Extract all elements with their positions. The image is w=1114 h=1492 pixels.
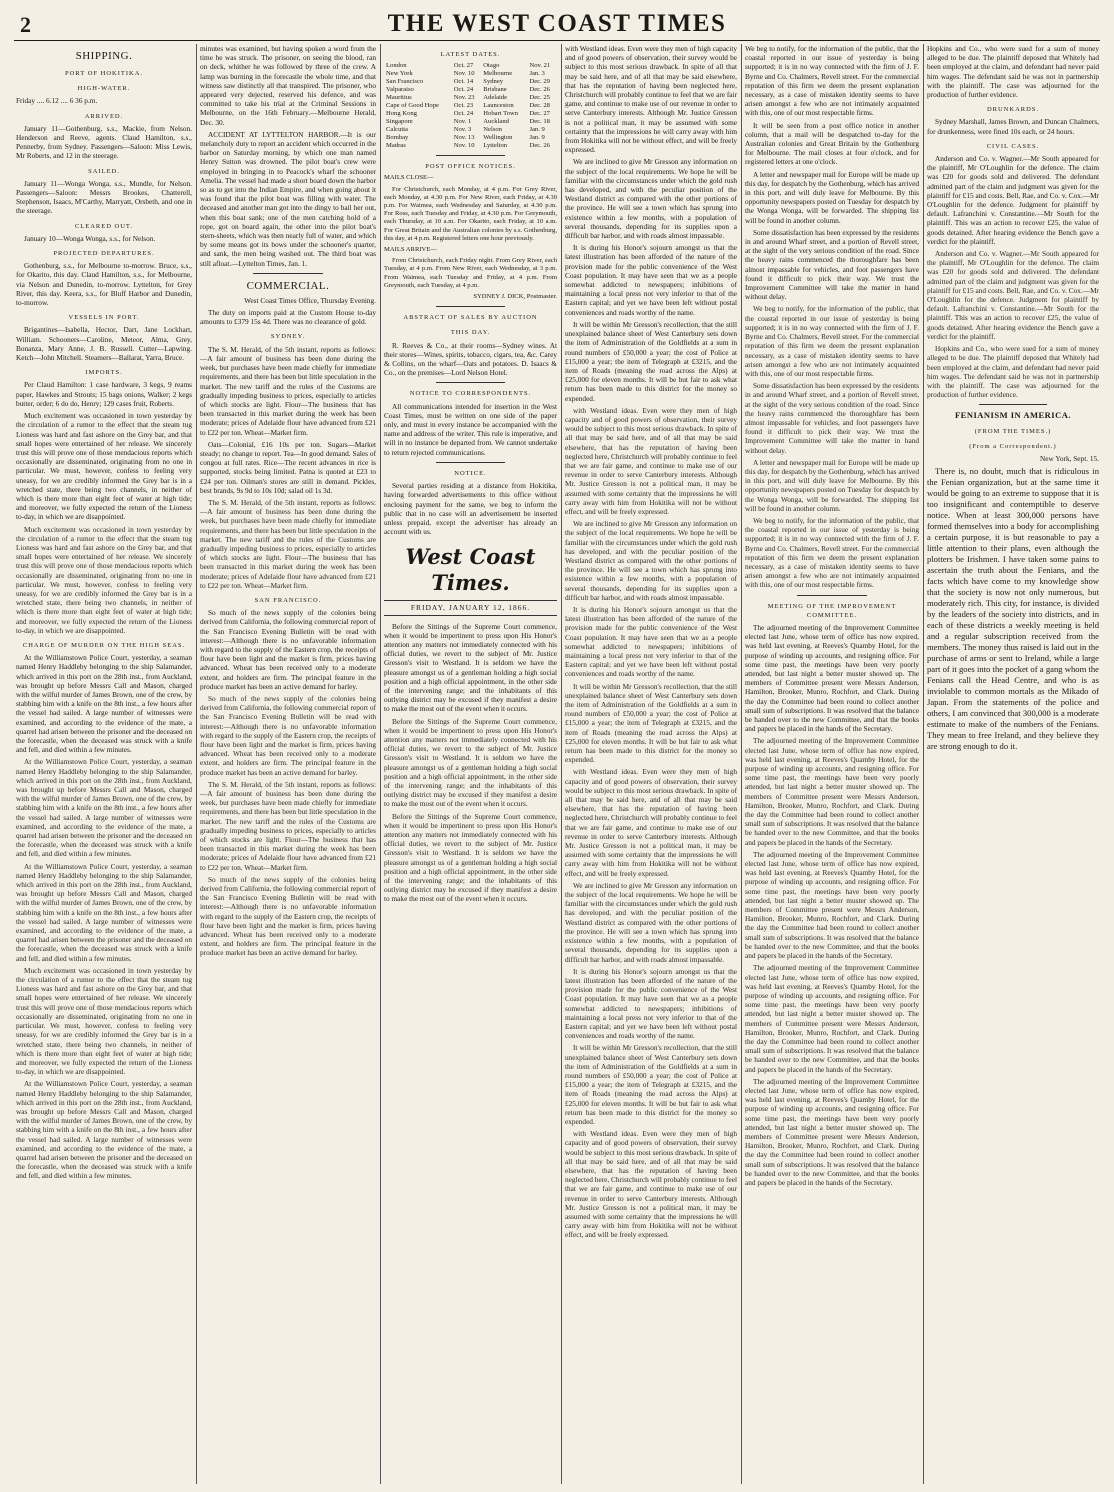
table-row: Mauritius Nov. 23 Adelaide Dec. 25	[386, 94, 550, 102]
leader-para-11: It is during his Honor's sojourn amongst us that the latest illustration has been afforded of the nature of the provision made for the public convenience of the West Coast population. It may have seen that we as a people somewhat addicted to newspapers; inhibitions of maintaining a local press not very inferior to that of the Eastern capital; and yet we have been left without postal conveniences and roads worthy of the name.	[565, 966, 737, 1041]
table-row: Hong Kong Oct. 24 Hobart Town Dec. 27	[386, 110, 550, 118]
leader-para-7: It is during his Honor's sojourn amongst us that the latest illustration has been afforded of the nature of the provision made for the public convenience of the West Coast population. It may have seen that we as a people somewhat addicted to newspapers; inhibitions of maintaining a local press not very inferior to that of the Eastern capital; and yet we have been left without postal conveniences and roads worthy of the name.	[565, 604, 737, 679]
auction-text: R. Reeves & Co., at their rooms—Sydney wines. At their stores—Wines, spirits, tobacco, cigars, tea, &c. Carey & Collins, on the wharf—Oats and potatoes. D. Isaacs & Co., on the premises—Lord Nelson Hotel.	[384, 340, 557, 378]
leader-para-10: We are inclined to give Mr Gresson any information on the subject of the local requirements. We hope he will be familiar with the circumstances under which the gold rush has developed, and with the peculiar position of the Westland district as compared with the other portions of the province. He will see a town which has sprung into existence within a few months, with a population of several thousands, depending for its supplies upon a difficult bar harbor, and with roads almost impassable.	[565, 880, 737, 964]
table-row: Calcutta Nov. 3 Nelson Jan. 9	[386, 126, 545, 134]
fenianism-article: There is, no doubt, much that is ridiculous in the Fenian organization, but at the same time it would be going to an extreme to suppose that it is too insignificant and contemptible to deserve notice. When at least 300,000 persons have formed themselves into a body for accomplishing a certain purpose, it is but reasonable to pay a little attention to their plans, even although the plotters be Irishmen. I have taken some pains to ascertain the truth about the Fenians, and the facts which have come to my knowledge show that the society is now not only numerous, but moderately rich. This city, for instance, is divided by the leaders of the society into districts, and in each of these districts a weekly meeting is held and a regular subscription received from the members. The money thus raised is laid out in the purchase of arms or sent to Ireland, while a large part of it goes into the pocket of a gang whom the Fenians call the Head Centre, and who is as inviolable to common mortals as the Mikado of Japan. From the statements of the police and others, I am convinced that 300,000 is a moderate estimate to make of the numbers of the Fenians. They mean to free Ireland, and they believe they are strong enough to do it.	[927, 466, 1099, 752]
mails-arrive-heading: MAILS ARRIVE—	[384, 246, 437, 254]
improvement-committee-cont4: The adjourned meeting of the Improvement Committee elected last June, whose term of office has now expired, was held last evening, at Reeves's Quamby Hotel, for the purpose of winding up accounts, and resigning office. For some time past, the meetings have been very poorly attended, but last night a better muster showed up. The members of Committee present were Messrs Anderson, Hamilton, Brooker, Munro, Rochfort, and Clark. During the day the Committee had been round to collect another small sum of subscriptions. It was resolved that the balance be handed over to the new Committee, and that the books and papers be placed in the hands of the Secretary.	[745, 1076, 919, 1187]
local-news-1: We beg to notify, for the information of the public, that the coastal reported in our issue of yesterday is being supported; it is in no way connected with the firm of J. F. Byrne and Co. Chalmers, Revell street. For the commercial reputation of this firm we deem the present explanation necessary, as a case of mistaken identity seems to have arisen amongst a few who are not intimately acquainted with this, one of our most respectable firms.	[745, 44, 919, 118]
mails-arrive-text: From Christchurch, each Friday night. From Grey River, each Tuesday, at 4 p.m. From New River, each Wednesday, at 3 p.m. From Waimea, each Tuesday and Friday, at 4 p.m. From Greymouth, each Tuesday, at 4 p.m.	[384, 257, 557, 289]
column-rule	[741, 44, 742, 1484]
leader-para-12: It will be within Mr Gresson's recollection, that the still unexplained balance sheet of West Canterbury sets down the item of Administration of the Goldfields at a sum in round numbers of £50,000 a year; the cost of Police at £15,000 a year; the item of Telegraph at £3215, and the item of Roads (meaning the road across the Alps) at £25,000 for eleven months. It will be but fair to ask what return has been made to this district for the money so expended.	[565, 1043, 737, 1126]
civil-cases-text: Anderson and Co. v. Wagner.—Mr South appeared for the plaintiff, Mr O'Loughlin for the defence. The claim was £20 for goods sold and delivered. The defendant admitted part of the claim and judgment was given for the plaintiff for £15 and costs. Bell, Rae, and Co. v. Cox.—Mr O'Loughlin for the defence. Judgment for plaintiff by default. Lafranchini v. Constantine.—Mr South for the plaintiff. This was an action to recover £25, the value of goods detained. After hearing evidence the Bench gave a verdict for the plaintiff.	[927, 154, 1099, 246]
table-row: Singapore Nov. 1 Auckland Dec. 18	[386, 118, 550, 126]
murder-article-cont4: At the Williamstown Police Court, yesterday, a seaman named Henry Haddleby belonging to the ship Salamander, which arrived in this port on the 28th inst., from Auckland, was brought up before Messrs Call and Mason, charged with the wilful murder of James Brown, one of the crew, by stabbing him with a knife on the 8th inst., a few hours after the vessel had sailed. A large number of witnesses were examined, and according to the evidence of the mate, a quarrel had arisen between the prisoner and the deceased on the forecastle, when the deceased was struck with a knife and fell, and died within a few minutes.	[16, 1079, 192, 1181]
notice-text: Several parties residing at a distance from Hokitika, having forwarded advertisements to this office without enclosing payment for the same, we beg to inform the public that in no case will an advertisement be inserted unless prepaid, except the advertiser has already an account with us.	[384, 481, 557, 537]
local-news-4: Some dissatisfaction has been expressed by the residents in and around Wharf street, and a portion of Revell street, at the sight of the very serious condition of the road. Since the heavy rains commenced the thoroughfare has been almost impassable for vehicles, and foot passengers have found it difficult to pick their way. We trust the Improvement Committee will take the matter in hand without delay.	[745, 227, 919, 302]
drunkards-text: Sydney Marshall, James Brown, and Duncan Chalmers, for drunkenness, were fined 10s each, or 24 hours.	[927, 117, 1099, 136]
high-water-times: Friday .... 6.12 .... 6 36 p.m.	[16, 96, 98, 106]
civil-cases-cont: Anderson and Co. v. Wagner.—Mr South appeared for the plaintiff, Mr O'Loughlin for the defence. The claim was £20 for goods sold and delivered. The defendant admitted part of the claim and judgment was given for the plaintiff for £15 and costs. Bell, Rae, and Co. v. Cox.—Mr O'Loughlin for the defence. Judgment for plaintiff by default. Lafranchini v. Constantine.—Mr South for the plaintiff. This was an action to recover £25, the value of goods detained. After hearing evidence the Bench gave a verdict for the plaintiff.	[927, 249, 1099, 341]
notice-heading: NOTICE.	[454, 469, 487, 477]
arrived-heading: ARRIVED.	[84, 112, 124, 120]
page-header	[14, 8, 1100, 42]
leader-para-9: with Westland ideas. Even were they men of high capacity and of good powers of observation, their survey would be subject to this most serious drawback. In spite of all that may be said here, and of all that may be said elsewhere, that has the reputation of having been neglected here, Christchurch will probably continue to feel that we are fair game, and continue to make use of our revenue in order to serve Canterbury interests. Although Mr. Justice Gresson is not a political man, it may be assumed with some certainty that the impressions he will carry away with him from Hokitika will not be without effect, and will be freely expressed.	[565, 767, 737, 878]
column-5	[745, 44, 919, 1482]
san-francisco-report: So much of the news supply of the colonies being derived from California, the following commercial report of the San Francisco Evening Bulletin will be read with interest:—Although there is no unfavorable information with regard to the supply of the Eastern crop, the receipts of flour have been light and the market is firm, prices having advanced. Wheat has been received only to a moderate extent, and holders are firm. The principal feature in the produce market has been an active demand for barley.	[200, 608, 376, 691]
cleared-text: January 10—Wonga Wonga, s.s., for Nelson.	[24, 233, 156, 243]
murder-article-end: minutes was examined, but having spoken a word from the time he was struck. The prisoner, on seeing the blood, ran on deck, whither he was followed by three of the crew. A lamp was burning in the forecastle the whole time, and that witness saw distinctly all that transpired. The prisoner, who appeared very dejected, reserved his defence, and was committed to take his trial at the Criminal Sessions in Melbourne, on the 16th February.—Melbourne Herald, Dec. 30.	[200, 44, 376, 127]
fenianism-source: (FROM THE TIMES.)	[974, 427, 1052, 435]
divider	[436, 155, 505, 156]
murder-article-cont: At the Williamstown Police Court, yesterday, a seaman named Henry Haddleby belonging to the ship Salamander, which arrived in this port on the 28th inst., from Auckland, was brought up before Messrs Call and Mason, charged with the wilful murder of James Brown, one of the crew, by stabbing him with a knife on the 8th inst., a few hours after the vessel had sailed. A large number of witnesses were examined, and according to the evidence of the mate, a quarrel had arisen between the prisoner and the deceased on the forecastle, when the deceased was struck with a knife and fell, and died within a few minutes.	[16, 757, 192, 859]
leader-para-4: It will be within Mr Gresson's recollection, that the still unexplained balance sheet of West Canterbury sets down the item of Administration of the Goldfields at a sum in round numbers of £50,000 a year; the cost of Police at £15,000 a year; the item of Telegraph at £3215, and the item of Roads (meaning the road across the Alps) at £25,000 for eleven months. It will be but fair to ask what return has been made to this district for the money so expended.	[565, 319, 737, 403]
san-francisco-heading: SAN FRANCISCO.	[254, 596, 322, 604]
civil-cases-cont2: Hopkins and Co., who were sued for a sum of money alleged to be due. The plaintiff deposed that Whitely had been employed at the claim, and defendant had never paid him wages. The defendant said he was not in partnership with the plaintiff. The case was adjourned for the production of further evidence.	[927, 344, 1099, 400]
divider	[436, 306, 505, 307]
local-news-5: We beg to notify, for the information of the public, that the coastal reported in our issue of yesterday is being supported; it is in no way connected with the firm of J. F. Byrne and Co. Chalmers, Revell street. For the commercial reputation of this firm we deem the present explanation necessary, as a case of mistaken identity seems to have arisen amongst a few who are not intimately acquainted with this, one of our most respectable firms.	[745, 304, 919, 378]
table-row: San Francisco Oct. 14 Sydney Dec. 29	[386, 78, 550, 86]
leader-para-6: We are inclined to give Mr Gresson any information on the subject of the local requirements. We hope he will be familiar with the circumstances under which the gold rush has developed, and with the peculiar position of the Westland district as compared with the other portions of the province. He will see a town which has sprung into existence within a few months, with a population of several thousands, depending for its supplies upon a difficult bar harbor, and with roads almost impassable.	[565, 519, 737, 602]
san-francisco-report-cont: So much of the news supply of the colonies being derived from California, the following commercial report of the San Francisco Evening Bulletin will be read with interest:—Although there is no unfavorable information with regard to the supply of the Eastern crop, the receipts of flour have been light and the market is firm, prices having advanced. Wheat has been received only to a moderate extent, and holders are firm. The principal feature in the produce market has been an active demand for barley.	[200, 694, 376, 777]
commercial-office: West Coast Times Office, Thursday Evening.	[244, 295, 376, 305]
table-row: London Oct. 27 Otago Nov. 21	[386, 62, 551, 70]
issue-dateline: FRIDAY, JANUARY 12, 1866.	[384, 600, 557, 615]
table-row: New York Nov. 10 Melbourne Jan. 3	[386, 70, 545, 78]
fenianism-heading: FENIANISM IN AMERICA.	[954, 410, 1072, 421]
latest-dates-heading: LATEST DATES.	[440, 51, 501, 58]
improvement-committee-cont3: The adjourned meeting of the Improvement Committee elected last June, whose term of office has now expired, was held last evening, at Reeves's Quamby Hotel, for the purpose of winding up accounts, and resigning office. For some time past, the meetings have been very poorly attended, but last night a better muster showed up. The members of Committee present were Messrs Anderson, Hamilton, Brooker, Munro, Rochfort, and Clark. During the day the Committee had been round to collect another small sum of subscriptions. It was resolved that the balance be handed over to the new Committee, and that the books and papers be placed in the hands of the Secretary.	[745, 963, 919, 1074]
column-rule	[923, 44, 924, 1484]
murder-article: At the Williamstown Police Court, yesterday, a seaman named Henry Haddleby belonging to the ship Salamander, which arrived in this port on the 28th inst., from Auckland, was brought up before Messrs Call and Mason, charged with the wilful murder of James Brown, one of the crew, by stabbing him with a knife on the 8th inst., a few hours after the vessel had sailed. A large number of witnesses were examined, and according to the evidence of the mate, a quarrel had arisen between the prisoner and the deceased on the forecastle, when the deceased was struck with a knife and fell, and died within a few minutes.	[16, 653, 192, 755]
postmaster-signature: SYDNEY J. DICK, Postmaster.	[473, 293, 557, 301]
correspondents-text: All communications intended for insertion in the West Coast Times, must be written on one side of the paper only, and must in every instance be accompanied with the name and address of the writer. This rule is imperative, and will in no instance be departed from. We cannot undertake to return rejected communications.	[384, 401, 557, 457]
sydney-heading: SYDNEY.	[270, 333, 306, 341]
column-6	[927, 44, 1099, 1482]
local-news-2: It will be seen from a post office notice in another column, that a mail will be despatched to-day for the Australian colonies and Great Britain by the Gothenburg for Melbourne. The mail closes at four o'clock, and for registered letters at one o'clock.	[745, 120, 919, 167]
sydney-report-2: Oats—Colonial, £16 10s per ton. Sugars—Market steady; no change to report. Tea—In good demand. Sales of congou at full rates. Rice—The recent advances in rice is supported, stocks being limited. Patna is quoted at £23 to £24 per ton. Oilman's stores are still in demand. Pickles, best brands, 9s 9d to 10s 10d; salad oil 1s 3d.	[200, 439, 376, 495]
table-row: Cape of Good Hope Oct. 23 Launceston Dec. 28	[386, 102, 550, 110]
table-row: Madras Nov. 10 Lyttelton Dec. 26	[386, 142, 550, 150]
table-row: Bombay Nov. 13 Wellington Jan. 9	[386, 134, 545, 142]
fenianism-correspondent: (From a Correspondent.)	[969, 442, 1057, 450]
commercial-text: The duty on imports paid at the Custom House to-day amounts to £379 15s 4d. There was no clearance of gold.	[200, 308, 376, 327]
projected-heading: PROJECTED DEPARTURES.	[53, 250, 155, 258]
column-3	[384, 44, 557, 1482]
drunkards-heading: DRUNKARDS.	[986, 106, 1040, 114]
leader-article: Before the Sittings of the Supreme Court commence, when it would be impertinent to press upon His Honor's attention any matters not immediately connected with his official duties, we revert to the subject of Mr. Justice Gresson's visit to Westland. It is seldom we have the pleasure amongst us of a gentleman holding a high social position and a high official appointment, in the other side of the intervening range; and the inhabitants of this outlying district may be excused if they manifest a desire to make the most out of the event when it occurs.	[384, 621, 557, 714]
column-rule	[196, 44, 197, 1484]
column-rule	[380, 44, 381, 1484]
imports-text: Per Claud Hamilton: 1 case hardware, 3 kegs, 9 reams paper, Hawkes and Strouts; 15 bags onions, Walker; 2 kegs butter, order; 6 do do, Henry; 129 cases fruit, Roberts.	[16, 380, 192, 408]
column-2	[200, 44, 376, 1482]
leader-para-8: It will be within Mr Gresson's recollection, that the still unexplained balance sheet of West Canterbury sets down the item of Administration of the Goldfields at a sum in round numbers of £50,000 a year; the cost of Police at £15,000 a year; the item of Telegraph at £3215, and the item of Roads (meaning the road across the Alps) at £25,000 for eleven months. It will be but fair to ask what return has been made to this district for the money so expended.	[565, 681, 737, 765]
cleared-heading: CLEARED OUT.	[74, 222, 134, 230]
improvement-committee-cont2: The adjourned meeting of the Improvement Committee elected last June, whose term of office has now expired, was held last evening, at Reeves's Quamby Hotel, for the purpose of winding up accounts, and resigning office. For some time past, the meetings have been very poorly attended, but last night a better muster showed up. The members of Committee present were Messrs Anderson, Hamilton, Brooker, Munro, Rochfort, and Clark. During the day the Committee had been round to collect another small sum of subscriptions. It was resolved that the balance be handed over to the new Committee, and that the books and papers be placed in the hands of the Secretary.	[745, 849, 919, 961]
this-day-heading: THIS DAY.	[450, 329, 491, 337]
improvement-committee-cont: The adjourned meeting of the Improvement Committee elected last June, whose term of office has now expired, was held last evening, at Reeves's Quamby Hotel, for the purpose of winding up accounts, and resigning office. For some time past, the meetings have been very poorly attended, but last night a better muster showed up. The members of Committee present were Messrs Anderson, Hamilton, Brooker, Munro, Rochfort, and Clark. During the day the Committee had been round to collect another small sum of subscriptions. It was resolved that the balance be handed over to the new Committee, and that the books and papers be placed in the hands of the Secretary.	[745, 736, 919, 847]
port-heading: PORT OF HOKITIKA.	[64, 70, 144, 77]
improvement-committee-report: The adjourned meeting of the Improvement Committee elected last June, whose term of office has now expired, was held last evening, at Reeves's Quamby Hotel, for the purpose of winding up accounts, and resigning office. For some time past, the meetings have been very poorly attended, but last night a better muster showed up. The members of Committee present were Messrs Anderson, Hamilton, Brooker, Munro, Rochfort, and Clark. During the day the Committee had been round to collect another small sum of subscriptions. It was resolved that the balance be handed over to the new Committee, and that the books and papers be placed in the hands of the Secretary.	[745, 622, 919, 734]
leader-continued: with Westland ideas. Even were they men of high capacity and of good powers of observation, their survey would be subject to this most serious drawback. In spite of all that may be said here, and of all that may be said elsewhere, that has the reputation of having been neglected here, Christchurch will probably continue to feel that we are fair game, and continue to make use of our revenue in order to serve Canterbury interests. Although Mr. Justice Gresson is not a political man, it may be assumed with some certainty that the impressions he will carry away with him from Hokitika will not be without effect, and will be freely expressed.	[565, 44, 737, 155]
leader-article-cont2: Before the Sittings of the Supreme Court commence, when it would be impertinent to press upon His Honor's attention any matters not immediately connected with his official duties, we revert to the subject of Mr. Justice Gresson's visit to Westland. It is seldom we have the pleasure amongst us of a gentleman holding a high social position and a high official appointment, in the other side of the intervening range; and the inhabitants of this outlying district may be excused if they manifest a desire to make the most out of the event when it occurs.	[384, 811, 557, 904]
mails-close-heading: MAILS CLOSE—	[384, 174, 434, 182]
mails-close-text: For Christchurch, each Monday, at 4 p.m. For Grey River, each Monday, at 4.30 p.m. For New River, each Friday, at 4.30 p.m. For Waimea, each Wednesday and Saturday, at 4.30 p.m. For Ross, each Tuesday and Friday, at 4.30 p.m. For Greymouth, each Thursday, at 10 a.m. For Okarito, each Friday, at 10 a.m. For Great Britain and the Australian colonies by s.s. Gothenburg, this day, at 4 p.m. Registered letters one hour previously.	[384, 185, 557, 242]
latest-dates-table	[384, 62, 557, 150]
sydney-report-cont: The S. M. Herald, of the 5th instant, reports as follows:—A fair amount of business has been done during the week, but purchases have been made chiefly for immediate requirements, and there has been but little speculation in the market. The new tariff and the rules of the Customs are gradually impeding business to prices, especially to articles of which stocks are light. Flour—The business that has been transacted in this market during the week has been moderate; prices of Adelaide flour have advanced from £21 to £22 per ton. Wheat—Market firm.	[200, 497, 376, 590]
newspaper-flag: West Coast Times.	[405, 544, 536, 596]
page-number: 2	[20, 12, 31, 37]
column-4	[565, 44, 737, 1482]
grey-bar-article-cont: Much excitement was occasioned in town yesterday by the circulation of a rumor to the effect that the steam tug Lioness was hard and fast ashore on the Grey bar, and that small hopes were entertained of her release. We sincerely trust this will prove one of those mendacious reports which occasionally are disseminated, originating from no one in particular. We must, however, confess to feeling very uneasy, for we are credibly informed the Grey bar is in a wretched state, there being two channels, in neither of which is there more than eight feet of water at high tide; and moreover, we fully expected the return of the Lioness to-day, in which we are disappointed.	[16, 524, 192, 635]
high-water-heading: HIGH-WATER.	[77, 85, 131, 93]
auction-heading: ABSTRACT OF SALES BY AUCTION	[403, 314, 538, 322]
grey-bar-article: Much excitement was occasioned in town yesterday by the circulation of a rumor to the effect that the steam tug Lioness was hard and fast ashore on the Grey bar, and that small hopes were entertained of her release. We sincerely trust this will prove one of those mendacious reports which occasionally are disseminated, originating from no one in particular. We must, however, confess to feeling very uneasy, for we are credibly informed the Grey bar is in a wretched state, there being two channels, in neither of which is there more than eight feet of water at high tide; and moreover, we fully expected the return of the Lioness to-day, in which we are disappointed.	[16, 411, 192, 522]
sailed-heading: SAILED.	[88, 167, 120, 175]
masthead: THE WEST COAST TIMES	[387, 10, 727, 37]
leader-para-2: We are inclined to give Mr Gresson any information on the subject of the local requirements. We hope he will be familiar with the circumstances under which the gold rush has developed, and with the peculiar position of the Westland district as compared with the other portions of the province. He will see a town which has sprung into existence within a few months, with a population of several thousands, depending for its supplies upon a difficult bar harbor, and with roads almost impassable.	[565, 157, 737, 241]
sydney-report: The S. M. Herald, of the 5th instant, reports as follows:—A fair amount of business has been done during the week, but purchases have been made chiefly for immediate requirements, and there has been but little speculation in the market. The new tariff and the rules of the Customs are gradually impeding business to prices, especially to articles of which stocks are light. Flour—The business that has been transacted in this market during the week has been moderate; prices of Adelaide flour have advanced from £21 to £22 per ton. Wheat—Market firm.	[200, 344, 376, 437]
arrived-text: January 11—Gothenburg, s.s., Mackie, from Nelson. Henderson and Reeve, agents. Claud Hamilton, s.s., Pennerby, from Sydney. Passengers—Saloon: Miss Lewis, Mr Roberts, and 12 in the steerage.	[16, 123, 192, 161]
leader-article-cont: Before the Sittings of the Supreme Court commence, when it would be impertinent to press upon His Honor's attention any matters not immediately connected with his official duties, we revert to the subject of Mr. Justice Gresson's visit to Westland. It is seldom we have the pleasure amongst us of a gentleman holding a high social position and a high official appointment, in the other side of the intervening range; and the inhabitants of this outlying district may be excused if they manifest a desire to make the most out of the event when it occurs.	[384, 716, 557, 809]
local-news-7: A letter and newspaper mail for Europe will be made up this day, for despatch by the Gothenburg, which has arrived in this port, and will duly leave for Melbourne. By this opportunity newspapers posted on Tuesday for despatch by the Wonga Wonga, will be forwarded. The shipping list will be found in another column.	[745, 457, 919, 513]
murder-article-cont2: At the Williamstown Police Court, yesterday, a seaman named Henry Haddleby belonging to the ship Salamander, which arrived in this port on the 28th inst., from Auckland, was brought up before Messrs Call and Mason, charged with the wilful murder of James Brown, one of the crew, by stabbing him with a knife on the 8th inst., a few hours after the vessel had sailed. A large number of witnesses were examined, and according to the evidence of the mate, a quarrel had arisen between the prisoner and the deceased on the forecastle, when the deceased was struck with a knife and fell, and died within a few minutes.	[16, 861, 192, 963]
column-rule	[561, 44, 562, 1484]
header-rule	[14, 40, 1100, 41]
divider	[979, 404, 1048, 405]
leader-para-5: with Westland ideas. Even were they men of high capacity and of good powers of observation, their survey would be subject to this most serious drawback. In spite of all that may be said here, and of all that may be said elsewhere, that has the reputation of having been neglected here, Christchurch will probably continue to feel that we are fair game, and continue to make use of our revenue in order to serve Canterbury interests. Although Mr. Justice Gresson is not a political man, it may be assumed with some certainty that the impressions he will carry away with him from Hokitika will not be without effect, and will be freely expressed.	[565, 405, 737, 516]
divider	[436, 382, 505, 383]
san-francisco-report-cont3: So much of the news supply of the colonies being derived from California, the following commercial report of the San Francisco Evening Bulletin will be read with interest:—Although there is no unfavorable information with regard to the supply of the Eastern crop, the receipts of flour have been light and the market is firm, prices having advanced. Wheat has been received only to a moderate extent, and holders are firm. The principal feature in the produce market has been an active demand for barley.	[200, 874, 376, 958]
projected-text: Gothenburg, s.s., for Melbourne to-morrow. Bruce, s.s., for Okarito, this day. Claud Hamilton, s.s., for Melbourne, via Nelson and Dunedin, to-morrow. Lyttelton, for Grey River, this day. Keera, s.s., for Bluff Harbor and Dunedin, to-morrow.	[16, 261, 192, 308]
post-office-heading: POST OFFICE NOTICES.	[425, 163, 516, 171]
court-report: Hopkins and Co., who were sued for a sum of money alleged to be due. The plaintiff deposed that Whitely had been employed at the claim, and defendant had never paid him wages. The defendant said he was not in partnership with the plaintiff. The case was adjourned for the production of further evidence.	[927, 44, 1099, 100]
lyttelton-accident: ACCIDENT AT LYTTELTON HARBOR.—It is our melancholy duty to report an accident which occurred in the harbor on Saturday morning, by which one man named Henry Sutton was drowned. The pilot boat's crew were employed in bringing in to Peacock's wharf the schooner Amelia. The vessel had made a short board down the harbor so as to get into the Indian Empire, and when going about it was found that the pilot boat was filling with water. The deceased and another man got into the dingy to bail her out, when this boat sank; one of the men catching hold of a rope, got on board again, the other into the pilot boat's stern-sheets, which was then nearly full of water, and which by some means got its bows under the schooner's quarter, and sank, the men being washed out. The third boat was still afloat.—Lyttelton Times, Jan. 1.	[200, 129, 376, 268]
sailed-text: January 11—Wonga Wonga, s.s., Mundle, for Nelson. Passengers—Saloon: Messrs Brookes, Chatterell, Stephenson, Isaacs, M'Carthy, Marryatt, Orsbeth, and one in the steerage.	[16, 178, 192, 216]
imports-heading: IMPORTS.	[85, 369, 123, 377]
improvement-committee-heading: MEETING OF THE IMPROVEMENT COMMITTEE.	[767, 602, 897, 619]
divider	[253, 273, 323, 274]
local-news-3: A letter and newspaper mail for Europe will be made up this day, for despatch by the Gothenburg, which has arrived in this port, and will duly leave for Melbourne. By this opportunity newspapers posted on Tuesday for despatch by the Wonga Wonga, will be forwarded. The shipping list will be found in another column.	[745, 169, 919, 225]
leader-para-13: with Westland ideas. Even were they men of high capacity and of good powers of observation, their survey would be subject to this most serious drawback. In spite of all that may be said here, and of all that may be said elsewhere, that has the reputation of having been neglected here, Christchurch will probably continue to feel that we are fair game, and continue to make use of our revenue in order to serve Canterbury interests. Although Mr. Justice Gresson is not a political man, it may be assumed with some certainty that the impressions he will carry away with him from Hokitika will not be without effect, and will be freely expressed.	[565, 1129, 737, 1240]
column-1	[16, 44, 192, 1482]
murder-article-cont3: Much excitement was occasioned in town yesterday by the circulation of a rumor to the effect that the steam tug Lioness was hard and fast ashore on the Grey bar, and that small hopes were entertained of her release. We sincerely trust this will prove one of those mendacious reports which occasionally are disseminated, originating from no one in particular. We must, however, confess to feeling very uneasy, for we are credibly informed the Grey bar is in a wretched state, there being two channels, in neither of which is there more than eight feet of water at high tide; and moreover, we fully expected the return of the Lioness to-day, in which we are disappointed.	[16, 965, 192, 1077]
san-francisco-report-cont2: The S. M. Herald, of the 5th instant, reports as follows:—A fair amount of business has been done during the week, but purchases have been made chiefly for immediate requirements, and there has been but little speculation in the market. The new tariff and the rules of the Customs are gradually impeding business to prices, especially to articles of which stocks are light. Flour—The business that has been transacted in this market during the week has been moderate; prices of Adelaide flour have advanced from £21 to £22 per ton. Wheat—Market firm.	[200, 779, 376, 872]
divider	[797, 595, 867, 596]
in-port-heading: VESSELS IN PORT.	[68, 314, 140, 322]
civil-cases-heading: CIVIL CASES.	[986, 142, 1040, 150]
local-news-8: We beg to notify, for the information of the public, that the coastal reported in our issue of yesterday is being supported; it is in no way connected with the firm of J. F. Byrne and Co. Chalmers, Revell street. For the commercial reputation of this firm we deem the present explanation necessary, as a case of mistaken identity seems to have arisen amongst a few who are not intimately acquainted with this, one of our most respectable firms.	[745, 515, 919, 590]
murder-heading: CHARGE OF MURDER ON THE HIGH SEAS.	[22, 641, 186, 649]
local-news-6: Some dissatisfaction has been expressed by the residents in and around Wharf street, and a portion of Revell street, at the sight of the very serious condition of the road. Since the heavy rains commenced the thoroughfare has been almost impassable for vehicles, and foot passengers have found it difficult to pick their way. We trust the Improvement Committee will take the matter in hand without delay.	[745, 381, 919, 455]
table-row: Valparaiso Oct. 24 Brisbane Dec. 26	[386, 86, 550, 94]
commercial-heading: COMMERCIAL.	[246, 279, 330, 292]
correspondents-heading: NOTICE TO CORRESPONDENTS.	[409, 390, 532, 398]
leader-para-3: It is during his Honor's sojourn amongst us that the latest illustration has been afforded of the nature of the provision made for the public convenience of the West Coast population. It may have seen that we as a people somewhat addicted to newspapers; inhibitions of maintaining a local press not very inferior to that of the Eastern capital; and yet we have been left without postal conveniences and roads worthy of the name.	[565, 243, 737, 317]
shipping-heading: SHIPPING.	[75, 50, 133, 62]
divider	[436, 462, 505, 463]
fenianism-dateline: New York, Sept. 15.	[1040, 453, 1099, 463]
in-port-text: Brigantines—Isabella, Hector, Dart, Jane Lockhart, William. Schooners—Caroline, Meteor, Alma, Grey, Bonanza, Mary Anne, J. B. Russell. Cutter—Lapwing. Ketch—John Mitchell. Steamers—Ballarat, Yarra, Bruce.	[16, 325, 192, 363]
